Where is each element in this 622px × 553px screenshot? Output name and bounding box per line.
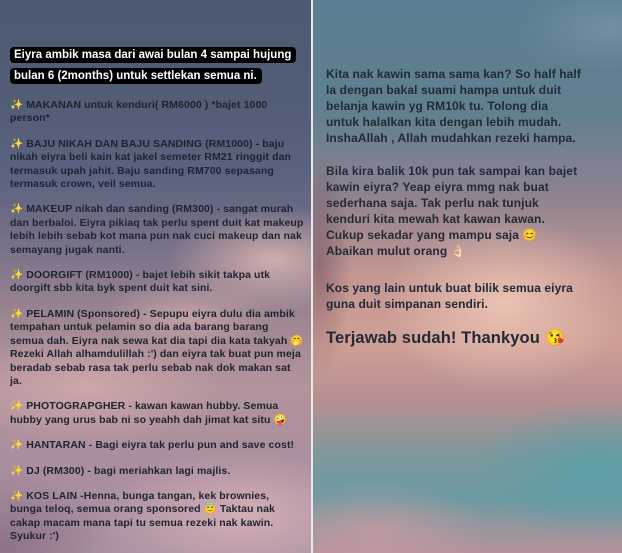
budget-item-photographer: ✨ PHOTOGRAPGHER - kawan kawan hubby. Semua hubby yang urus bab ni so yeahh dah jimat kat situ 🤪	[10, 400, 287, 426]
closing-line: Terjawab sudah! Thankyou 😘	[326, 329, 566, 347]
story-paragraph-half-half: Kita nak kawin sama sama kan? So half half la dengan bakal suami hampa untuk duit belanja kawin yg RM10k tu. Tolong dia untuk halalkan kita dengan lebih mudah. InshaAllah , Allah mudahkan rezeki hampa.	[326, 67, 581, 145]
story-header-box	[10, 45, 304, 86]
budget-item-dj: ✨ DJ (RM300) - bagi meriahkan lagi majlis.	[10, 464, 231, 477]
left-story-content	[10, 45, 304, 553]
budget-item-pelamin: ✨ PELAMIN (Sponsored) - Sepupu eiyra dulu dia ambik tempahan untuk pelamin so dia ada barang barang semua dah. Eiyra nak sewa kat dia tapi dia kata takyah 🤭 Rezeki Allah alhamdulillah :') dan eiyra tak buat pun meja beradab sebab rasa tak perlu sebab nak dok makan sat ja.	[10, 307, 304, 387]
story-paragraph-kos-lain: Kos yang lain untuk buat bilik semua eiyra guna duit simpanan sendiri.	[326, 281, 573, 311]
budget-item-baju: ✨ BAJU NIKAH DAN BAJU SANDING (RM1000) - baju nikah eiyra beli kain kat jakel semeter RM21 ringgit dan termasuk upah jahit. Baju sanding RM700 sepasang termasuk crown, veil semua.	[10, 137, 292, 191]
budget-item-kos-lain: ✨ KOS LAIN -Henna, bunga tangan, kek brownies, bunga teloq, semua orang sponsored 😇 Taktau nak cakap macam mana tapi tu semua rezeki nak kawin. Syukur :')	[10, 489, 275, 543]
right-story-panel	[313, 0, 622, 553]
budget-item-makanan: ✨ MAKANAN untuk kenduri( RM6000 ) *bajet 1000 person*	[10, 99, 268, 125]
budget-item-doorgift: ✨ DOORGIFT (RM1000) - bajet lebih sikit takpa utk doorgift sbb kita byk spent duit kat sini.	[10, 269, 271, 295]
story-header: Eiyra ambik masa dari awai bulan 4 sampai hujung bulan 6 (2months) untuk settlekan semua ni.	[10, 47, 296, 84]
budget-item-makeup: ✨ MAKEUP nikah dan sanding (RM300) - sangat murah dan berbaloi. Eiyra pikiaq tak perlu spent duit kat makeup lebih lebih sebab kot mana pun nak cuci makeup dan nak semayang jugak nanti.	[10, 203, 304, 256]
story-paragraph-bajet: Bila kira balik 10k pun tak sampai kan bajet kawin eiyra? Yeap eiyra mmg nak buat sederhana saja. Tak perlu nak tunjuk kenduri kita mewah kat kawan kawan. Cukup sekadar yang mampu saja 😊 Abaikan mulut orang 👌🏻	[326, 164, 578, 258]
budget-item-hantaran: ✨ HANTARAN - Bagi eiyra tak perlu pun and save cost!	[10, 439, 295, 452]
right-story-content	[326, 66, 584, 348]
